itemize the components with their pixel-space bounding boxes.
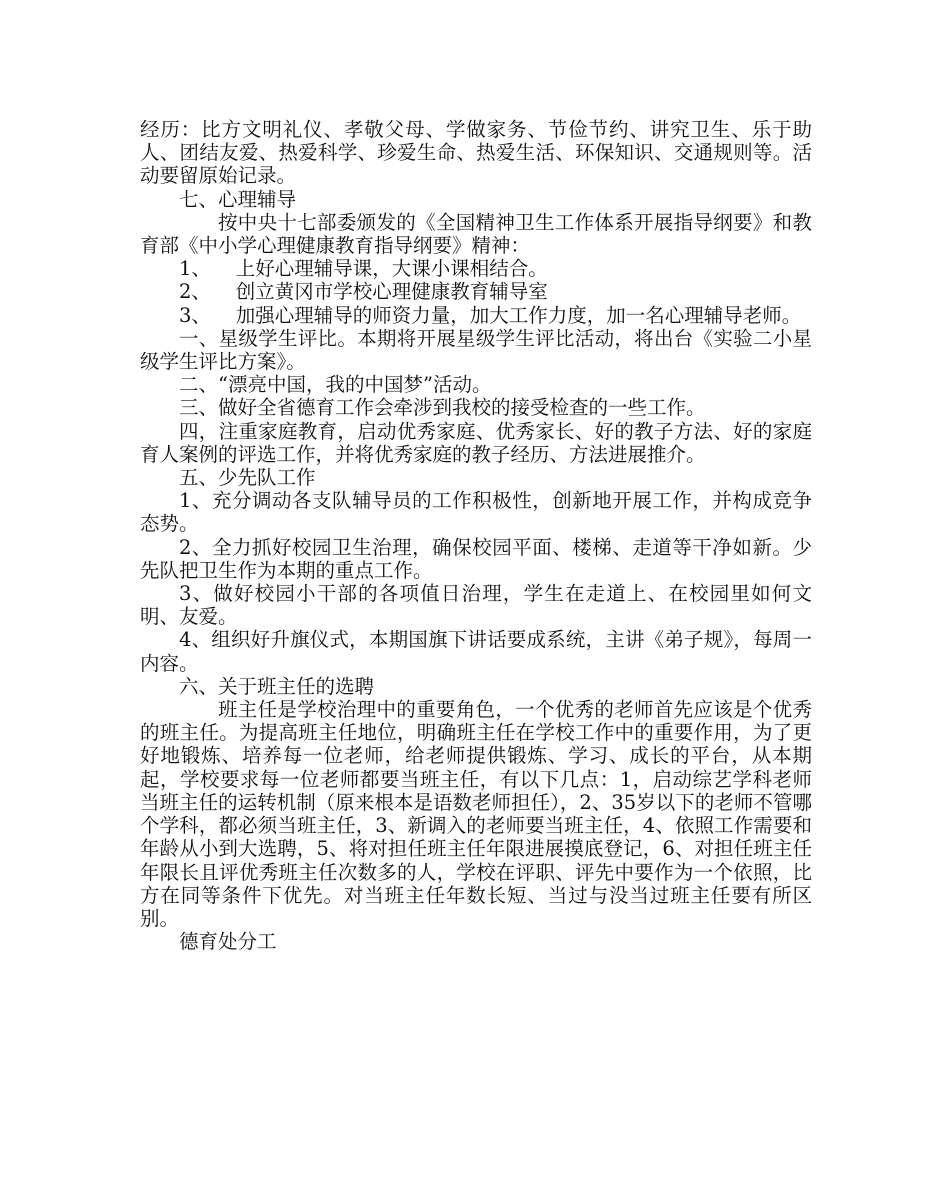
heading-psychological-counseling: 七、心理辅导 bbox=[179, 187, 297, 211]
list-item-pioneers-1: 1、充分调动各支队辅导员的工作积极性，创新地开展工作，并构成竞争态势。 bbox=[140, 489, 812, 536]
list-item-counseling-staff: 3、 加强心理辅导的师资力量，加大工作力度，加一名心理辅导老师。 bbox=[179, 303, 802, 327]
paragraph-star-student: 一、星级学生评比。本期将开展星级学生评比活动，将出台《实验二小星级学生评比方案》。 bbox=[140, 326, 812, 374]
list-item-pioneers-2: 2、全力抓好校园卫生治理，确保校园平面、楼梯、走道等干净如新。少先队把卫生作为本期的重点工作。 bbox=[140, 535, 812, 582]
heading-young-pioneers: 五、少先队工作 bbox=[179, 466, 316, 490]
paragraph-family-education: 四，注重家庭教育，启动优秀家庭、优秀家长、好的教子方法、好的家庭育人案例的评选工作，并将优秀家庭的教子经历、方法进展推介。 bbox=[140, 419, 812, 466]
paragraph-inspection: 三、做好全省德育工作会牵涉到我校的接受检查的一些工作。 bbox=[179, 396, 706, 420]
document-page bbox=[140, 118, 812, 953]
list-item-pioneers-4: 4、组织好升旗仪式，本期国旗下讲话要成系统，主讲《弟子规》，每周一内容。 bbox=[140, 628, 812, 675]
list-item-counseling-class: 1、 上好心理辅导课，大课小课相结合。 bbox=[179, 257, 548, 281]
paragraph-china-dream: 二、“漂亮中国，我的中国梦”活动。 bbox=[179, 373, 492, 397]
heading-division-of-labor: 德育处分工 bbox=[179, 930, 277, 954]
paragraph-head-teacher-details: 班主任是学校治理中的重要角色，一个优秀的老师首先应该是个优秀的班主任。为提高班主任地位，明确班主任在学校工作中的重要作用，为了更好地锻炼、培养每一位老师，给老师提供锻炼、学习、成长的平台，从本期起，学校要求每一位老师都要当班主任，有以下几点：1，启动综艺学科老师当班主任的运转机制（原来根本是语数老师担任），2、35岁以下的老师不管哪个学科，都必须当班主任，3、新调入的老师要当班主任，4、依照工作需要和年龄从小到大选聘，5、将对担任班主任年限进展摸底登记，6、对担任班主任年限长且评优秀班主任次数多的人，学校在评职、评先中要作为一个依照，比方在同等条件下优先。对当班主任年数长短、当过与没当过班主任要有所区别。 bbox=[140, 698, 812, 930]
list-item-counseling-room: 2、 创立黄冈市学校心理健康教育辅导室 bbox=[179, 280, 548, 304]
list-item-pioneers-3: 3、做好校园小干部的各项值日治理，学生在走道上、在校园里如何文明、友爱。 bbox=[140, 582, 812, 629]
heading-head-teacher: 六、关于班主任的选聘 bbox=[179, 674, 375, 698]
paragraph-guideline-spirit: 按中央十七部委颁发的《全国精神卫生工作体系开展指导纲要》和教育部《中小学心理健康教育指导纲要》精神： bbox=[140, 210, 812, 258]
paragraph-life-experience: 经历：比方文明礼仪、孝敬父母、学做家务、节俭节约、讲究卫生、乐于助人、团结友爱、热爱科学、珍爱生命、热爱生活、环保知识、交通规则等。活动要留原始记录。 bbox=[140, 118, 812, 188]
